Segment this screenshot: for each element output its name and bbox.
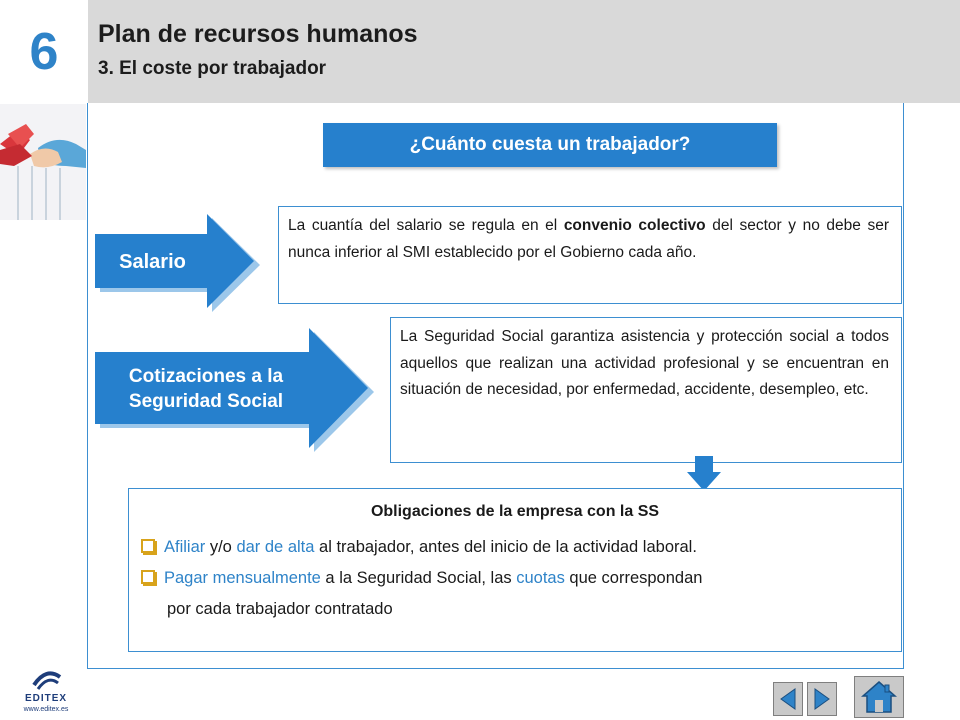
checkbox-bullet-icon: [141, 570, 155, 584]
cotizaciones-label: [95, 356, 317, 424]
salario-text-bold: convenio colectivo: [563, 217, 706, 234]
cotizaciones-text-box: [390, 317, 902, 463]
obligation-2-hl2: cuotas: [516, 569, 565, 587]
obligations-box: [128, 488, 902, 652]
handshake-image: [0, 104, 86, 220]
obligation-1-t2: al trabajador, antes del inicio de la actividad laboral.: [314, 538, 697, 556]
obligation-2-t2: que correspondan: [564, 569, 703, 587]
chapter-number: 6: [29, 22, 59, 81]
obligation-item-2: [141, 563, 702, 625]
triangle-right-icon: [813, 688, 831, 710]
next-button[interactable]: [807, 682, 837, 716]
obligation-1-t1: y/o: [205, 538, 237, 556]
triangle-left-icon: [779, 688, 797, 710]
header-bar: [88, 0, 960, 103]
page-subtitle: 3. El coste por trabajador: [98, 58, 327, 79]
logo-url: www.editex.es: [23, 706, 69, 713]
prev-button[interactable]: [773, 682, 803, 716]
home-button[interactable]: [854, 676, 904, 718]
obligations-title: Obligaciones de la empresa con la SS: [370, 503, 660, 520]
cotizaciones-text: La Seguridad Social garantiza asistencia y protección social a todos aquellos que realizan una actividad profesional y se encuentran en situación de necesidad, por enfermedad, accidente, desempleo, etc.: [400, 328, 889, 398]
salario-text-box: [278, 206, 902, 304]
question-banner: ¿Cuánto cuesta un trabajador?: [323, 123, 777, 167]
obligation-1-hl1: Afiliar: [164, 538, 206, 556]
obligation-1-hl2: dar de alta: [236, 538, 315, 556]
logo-text: EDITEX: [24, 693, 68, 704]
editex-logo-icon: [14, 663, 78, 693]
page-title: Plan de recursos humanos: [98, 20, 418, 48]
cotizaciones-label-line1: Cotizaciones a la: [128, 366, 284, 388]
down-arrow-icon: [686, 456, 722, 492]
obligation-2-t3: por cada trabajador contratado: [167, 600, 393, 618]
obligation-2-t1: a la Seguridad Social, las: [320, 569, 517, 587]
salario-label: Salario: [119, 251, 186, 273]
obligation-item-1: [141, 532, 697, 563]
salario-text-before: La cuantía del salario se regula en el: [288, 217, 564, 234]
salario-text-after: del sector y no debe ser nunca inferior al SMI establecido por el Gobierno cada año.: [288, 217, 889, 261]
house-icon: [861, 680, 897, 714]
checkbox-bullet-icon: [141, 539, 155, 553]
obligation-2-hl1: Pagar mensualmente: [164, 569, 321, 587]
cotizaciones-label-line2: Seguridad Social: [128, 391, 284, 412]
